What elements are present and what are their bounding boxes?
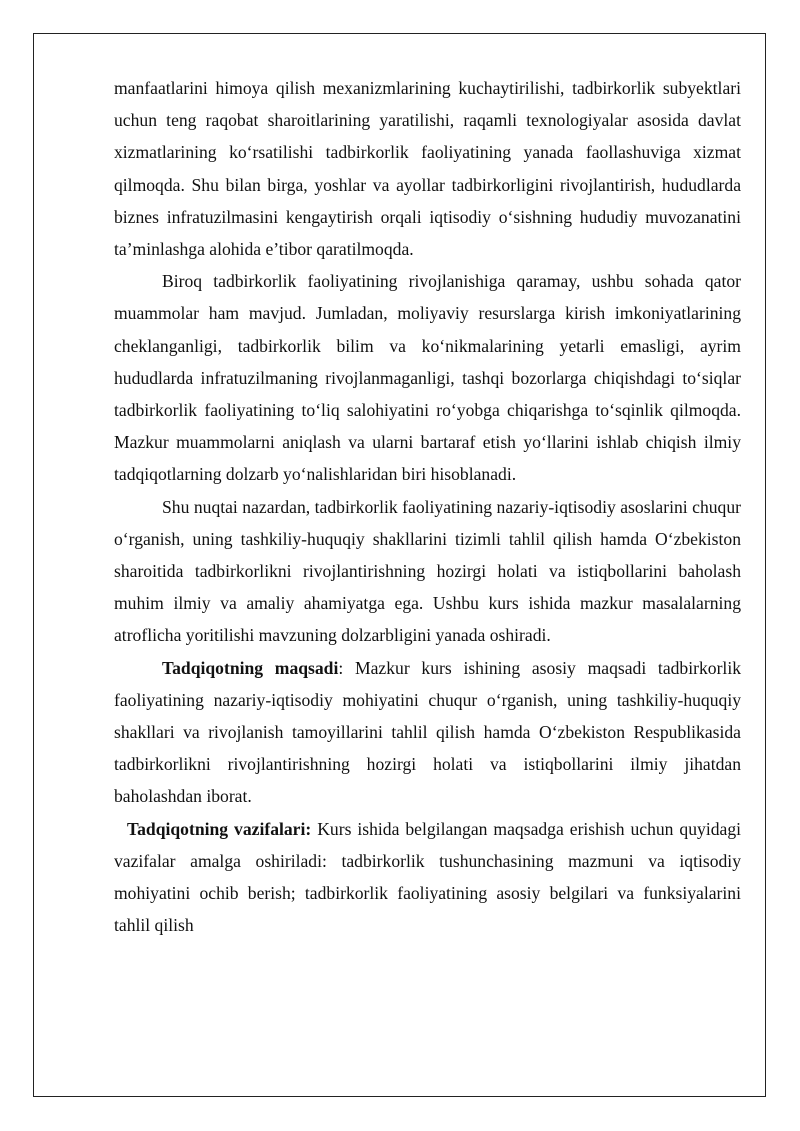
tasks-text: Kurs ishida belgilangan maqsadga erishish uchun quyidagi vazifalar amalga oshiriladi: tadbirkorlik tushunchasining mazmuni va iqtisodiy mohiyatini ochib berish; tadbirkorlik faoliyatining asosiy belgilari va funksiyalarini tahlil qilish xyxy=(114,818,741,936)
paragraph-3-text: Shu nuqtai nazardan, tadbirkorlik faoliyatining nazariy-iqtisodiy asoslarini chuqur o‘rganish, uning tashkiliy-huquqiy shakllarini tizimli tahlil qilish hamda O‘zbekiston sharoitida tadbirkorlikni rivojlantirishning hozirgi holati va istiqbollarini baholash muhim ilmiy va amaliy ahamiyatga ega. Ushbu kurs ishida mazkur masalalarning atroflicha yoritilishi mavzuning dolzarbligini yanada oshiradi. xyxy=(114,496,741,646)
goal-heading: Tadqiqotning maqsadi xyxy=(162,657,339,678)
paragraph-2-text: Biroq tadbirkorlik faoliyatining rivojlanishiga qaramay, ushbu sohada qator muammolar ham mavjud. Jumladan, moliyaviy resurslarga kirish imkoniyatlarining cheklanganligi, tadbirkorlik bilim va ko‘nikmalarining yetarli emasligi, ayrim hududlarda infratuzilmaning rivojlanmaganligi, tashqi bozorlarga chiqishdagi to‘siqlar tadbirkorlik faoliyatining to‘liq salohiyatini ro‘yobga chiqarishga to‘sqinlik qilmoqda. Mazkur muammolarni aniqlash va ularni bartaraf etish yo‘llarini ishlab chiqish ilmiy tadqiqotlarning dolzarb yo‘nalishlaridan biri hisoblanadi. xyxy=(114,271,741,485)
paragraph-1-text: manfaatlarini himoya qilish mexanizmlarining kuchaytirilishi, tadbirkorlik subyektlari uchun teng raqobat sharoitlarining yaratilishi, raqamli texnologiyalar asosida davlat xizmatlarining ko‘rsatilishi tadbirkorlik faoliyatining yanada faollashuviga xizmat qilmoqda. Shu bilan birga, yoshlar va ayollar tadbirkorligini rivojlantirish, hududlarda biznes infratuzilmasini kengaytirish orqali iqtisodiy o‘sishning hududiy muvozanatini ta’minlashga alohida e’tibor qaratilmoqda. xyxy=(114,78,741,260)
paragraph-tasks xyxy=(114,813,741,942)
paragraph-2 xyxy=(114,265,741,490)
tasks-heading: Tadqiqotning vazifalari: xyxy=(127,818,312,839)
paragraph-goal xyxy=(114,652,741,813)
goal-text: : Mazkur kurs ishining asosiy maqsadi tadbirkorlik faoliyatining nazariy-iqtisodiy mohiyatini chuqur o‘rganish, uning tashkiliy-huquqiy shakllari va rivojlanish tamoyillarini tahlil qilish hamda O‘zbekiston Respublikasida tadbirkorlikni rivojlantirishning hozirgi holati va istiqbollarini ilmiy jihatdan baholashdan iborat. xyxy=(114,657,741,807)
document-body xyxy=(114,72,741,941)
paragraph-1 xyxy=(114,72,741,265)
paragraph-3 xyxy=(114,491,741,652)
